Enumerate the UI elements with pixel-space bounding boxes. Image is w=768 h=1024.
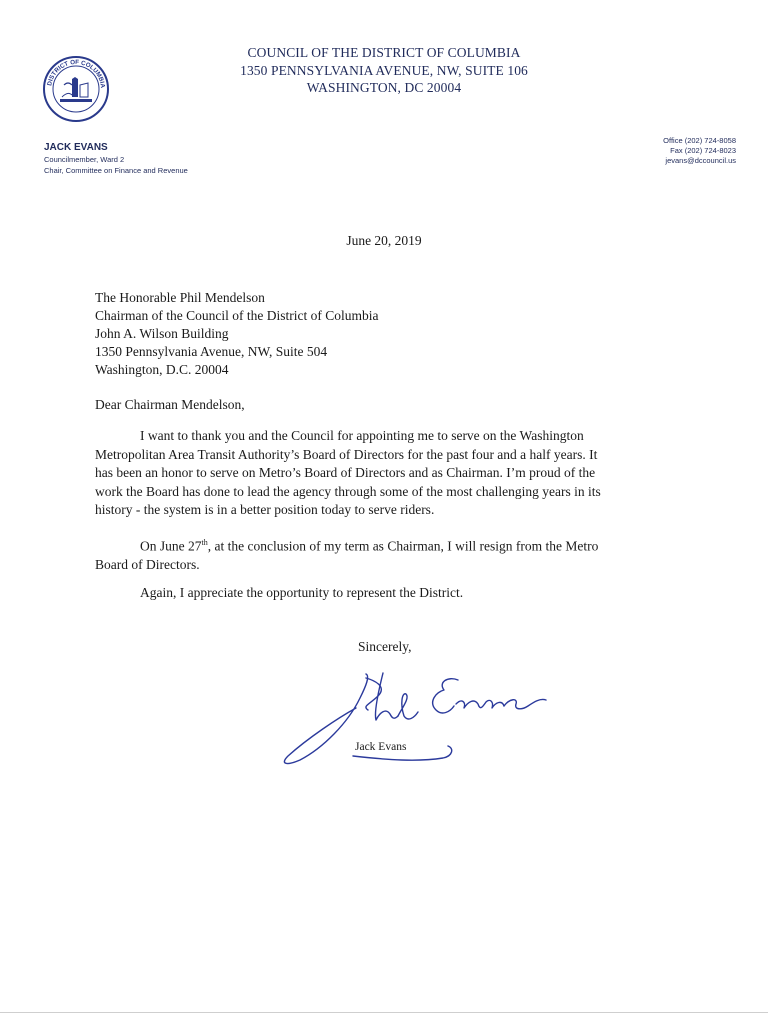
paragraph-line: has been an honor to serve on Metro’s Board of Directors and as Chairman. I’m proud of the xyxy=(95,465,596,480)
recipient-line: The Honorable Phil Mendelson xyxy=(95,290,265,305)
recipient-line: Washington, D.C. 20004 xyxy=(95,362,229,377)
svg-text:DISTRICT OF COLUMBIA: DISTRICT OF COLUMBIA xyxy=(46,58,107,89)
paragraph-text: , at the conclusion of my term as Chairman, I will resign from the Metro xyxy=(207,538,599,554)
paragraph-line: Metropolitan Area Transit Authority’s Board of Directors for the past four and a half years. It xyxy=(95,446,598,462)
ordinal-suffix: th xyxy=(201,538,208,547)
letterhead-organization xyxy=(0,44,768,97)
signer-name: Jack Evans xyxy=(355,741,407,753)
salutation: Dear Chairman Mendelson, xyxy=(95,397,245,412)
org-name: COUNCIL OF THE DISTRICT OF COLUMBIA xyxy=(247,45,521,60)
contact-block xyxy=(663,136,736,166)
paragraph-line xyxy=(95,534,665,556)
recipient-line: Chairman of the Council of the District of Columbia xyxy=(95,308,379,323)
org-address: 1350 PENNSYLVANIA AVENUE, NW, SUITE 106 xyxy=(240,62,528,78)
recipient-line: 1350 Pennsylvania Avenue, NW, Suite 504 xyxy=(95,344,328,359)
paragraph-3 xyxy=(95,584,665,603)
recipient-line: John A. Wilson Building xyxy=(95,326,229,341)
email-address: jevans@dccouncil.us xyxy=(665,156,736,165)
paragraph-line: work the Board has done to lead the agency through some of the most challenging years in its xyxy=(95,483,601,499)
recipient-address xyxy=(95,289,378,379)
paragraph-line: history - the system is in a better position today to serve riders. xyxy=(95,502,435,517)
paragraph-text: On June 27 xyxy=(140,538,202,554)
letter-date: June 20, 2019 xyxy=(346,233,422,248)
paragraph-line: Board of Directors. xyxy=(95,557,200,572)
org-city: WASHINGTON, DC 20004 xyxy=(306,80,462,95)
paragraph-line: I want to thank you and the Council for appointing me to serve on the Washington xyxy=(140,428,584,443)
fax-number: Fax (202) 724-8023 xyxy=(670,146,736,155)
sender-role: Chair, Committee on Finance and Revenue xyxy=(44,166,188,175)
handwritten-signature xyxy=(278,668,553,768)
office-phone: Office (202) 724-8058 xyxy=(663,136,736,145)
sender-name: JACK EVANS xyxy=(44,142,108,153)
sender-block xyxy=(44,141,188,176)
page-bottom-rule xyxy=(0,1012,768,1013)
paragraph-line: Again, I appreciate the opportunity to represent the District. xyxy=(140,585,464,600)
sender-title: Councilmember, Ward 2 xyxy=(44,155,125,164)
paragraph-2 xyxy=(95,534,665,575)
paragraph-1 xyxy=(95,427,665,520)
closing: Sincerely, xyxy=(358,639,412,654)
